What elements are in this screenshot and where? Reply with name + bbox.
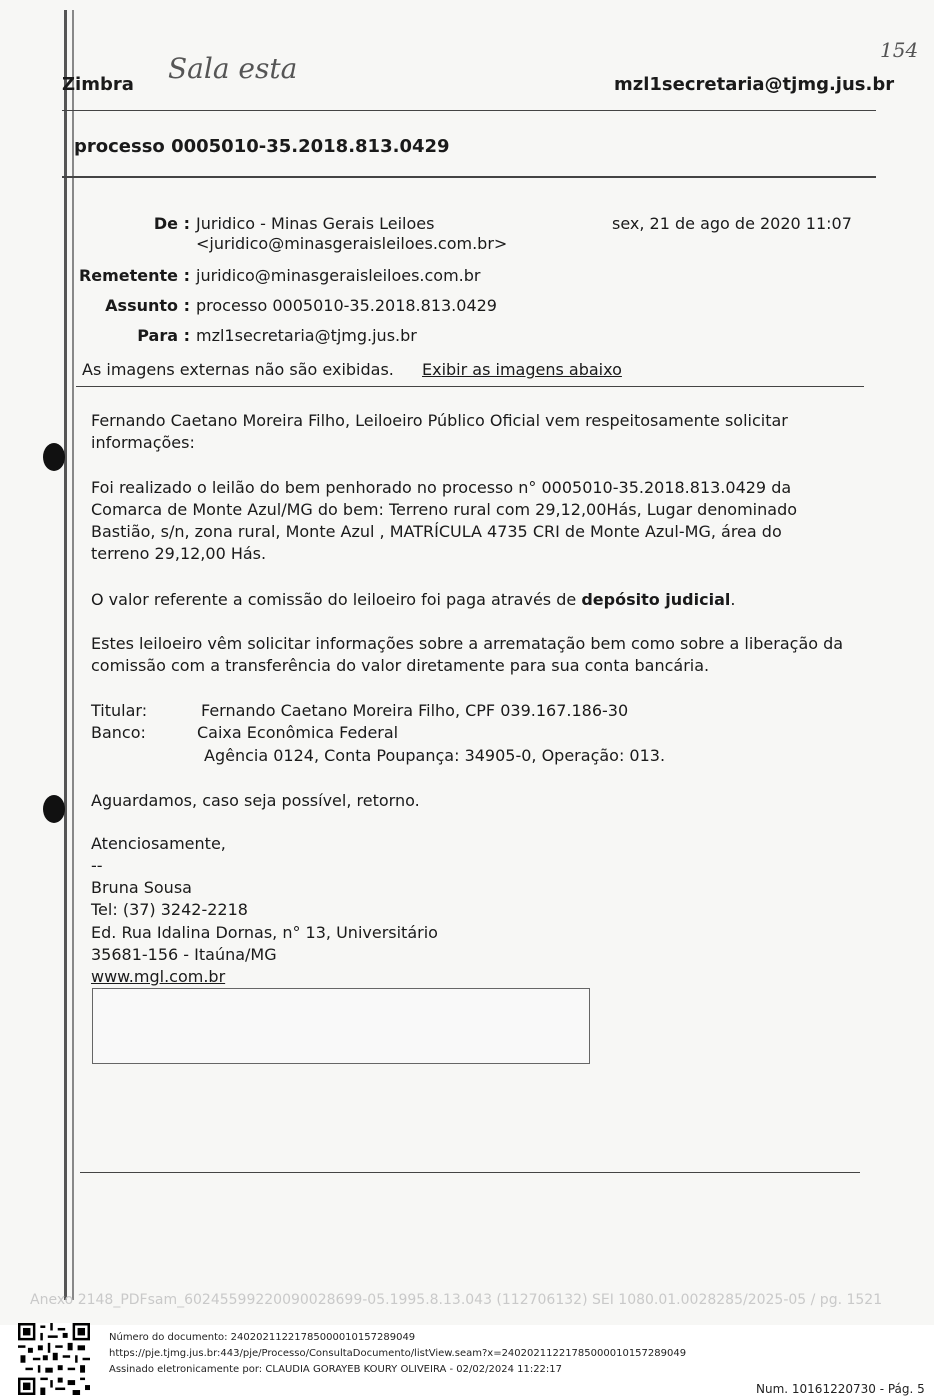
show-images-link[interactable]: Exibir as imagens abaixo <box>422 360 622 379</box>
body-paragraph: Aguardamos, caso seja possível, retorno. <box>91 791 420 810</box>
qr-code-icon <box>18 1323 90 1395</box>
banco-value: Caixa Econômica Federal <box>197 723 399 742</box>
from-name: Juridico - Minas Gerais Leiloes <box>196 214 435 233</box>
divider <box>76 386 864 387</box>
from-email: <juridico@minasgeraisleiloes.com.br> <box>196 234 508 253</box>
brand-logo-text: Zimbra <box>62 74 134 95</box>
document-url: https://pje.tjmg.jus.br:443/pje/Processo/ConsultaDocumento/listView.seam?x=24020211221785000010157289049 <box>109 1348 687 1359</box>
account-email: mzl1secretaria@tjmg.jus.br <box>614 74 895 95</box>
from-label: De : <box>153 214 190 233</box>
sender-label: Remetente : <box>78 266 190 285</box>
message-date: sex, 21 de ago de 2020 11:07 <box>612 214 852 233</box>
document-number: Número do documento: 24020211221785000010157289049 <box>109 1332 416 1343</box>
body-bold-text: depósito judicial <box>581 590 731 609</box>
signature-info: Assinado eletronicamente por: CLAUDIA GORAYEB KOURY OLIVEIRA - 02/02/2024 11:22:17 <box>109 1364 563 1375</box>
signature-website-link[interactable]: www.mgl.com.br <box>91 967 226 986</box>
body-paragraph: Estes leiloeiro vêm solicitar informações sobre a arrematação bem como sobre a liberação da comissão com a transferência do valor diretamente para sua conta bancária. <box>91 634 844 675</box>
images-notice: As imagens externas não são exibidas. <box>82 360 394 379</box>
agencia-value: Agência 0124, Conta Poupança: 34905-0, Operação: 013. <box>204 746 666 765</box>
closing: Atenciosamente, <box>91 834 226 853</box>
margin-line <box>64 10 67 1300</box>
body-paragraph <box>91 589 851 611</box>
subject-value: processo 0005010-35.2018.813.0429 <box>196 296 497 315</box>
divider <box>80 1172 860 1173</box>
handwritten-note: Sala esta <box>168 52 298 85</box>
signature-separator: -- <box>91 856 103 875</box>
signature-address: Ed. Rua Idalina Dornas, n° 13, Universitário <box>91 923 438 942</box>
image-placeholder-box <box>92 988 590 1064</box>
punch-hole <box>43 795 65 823</box>
signature-phone: Tel: (37) 3242-2218 <box>91 900 248 919</box>
sender-value: juridico@minasgeraisleiloes.com.br <box>196 266 481 285</box>
banco-label: Banco: <box>91 723 146 742</box>
divider <box>62 176 876 178</box>
page-mark: 154 <box>880 38 919 62</box>
subject-label: Assunto : <box>105 296 190 315</box>
to-value: mzl1secretaria@tjmg.jus.br <box>196 326 417 345</box>
titular-value: Fernando Caetano Moreira Filho, CPF 039.167.186-30 <box>201 701 629 720</box>
body-paragraph: Fernando Caetano Moreira Filho, Leiloeiro Público Oficial vem respeitosamente solicitar informações: <box>91 411 788 452</box>
punch-hole <box>43 443 65 471</box>
margin-line <box>72 10 74 1300</box>
watermark: Anexo 2148_PDFsam_60245599220090028699-05.1995.8.13.043 (112706132) SEI 1080.01.0028285/2025-05 / pg. 1521 <box>30 1292 883 1308</box>
signature-city: 35681-156 - Itaúna/MG <box>91 945 277 964</box>
page-title: processo 0005010-35.2018.813.0429 <box>74 136 450 157</box>
body-paragraph: Foi realizado o leilão do bem penhorado no processo n° 0005010-35.2018.813.0429 da Comarca de Monte Azul/MG do bem: Terreno rural com 29,12,00Hás, Lugar denominado Bastião, s/n, zona rural, Monte Azul , MATRÍCULA 4735 CRI de Monte Azul-MG, área do terreno 29,12,00 Hás. <box>91 478 798 563</box>
titular-label: Titular: <box>91 701 148 720</box>
to-label: Para : <box>137 326 190 345</box>
signature-name: Bruna Sousa <box>91 878 192 897</box>
body-text: O valor referente a comissão do leiloeiro foi paga através de <box>91 590 582 609</box>
divider <box>62 110 876 111</box>
body-text: . <box>730 590 736 609</box>
page-number: Num. 10161220730 - Pág. 5 <box>756 1382 925 1396</box>
